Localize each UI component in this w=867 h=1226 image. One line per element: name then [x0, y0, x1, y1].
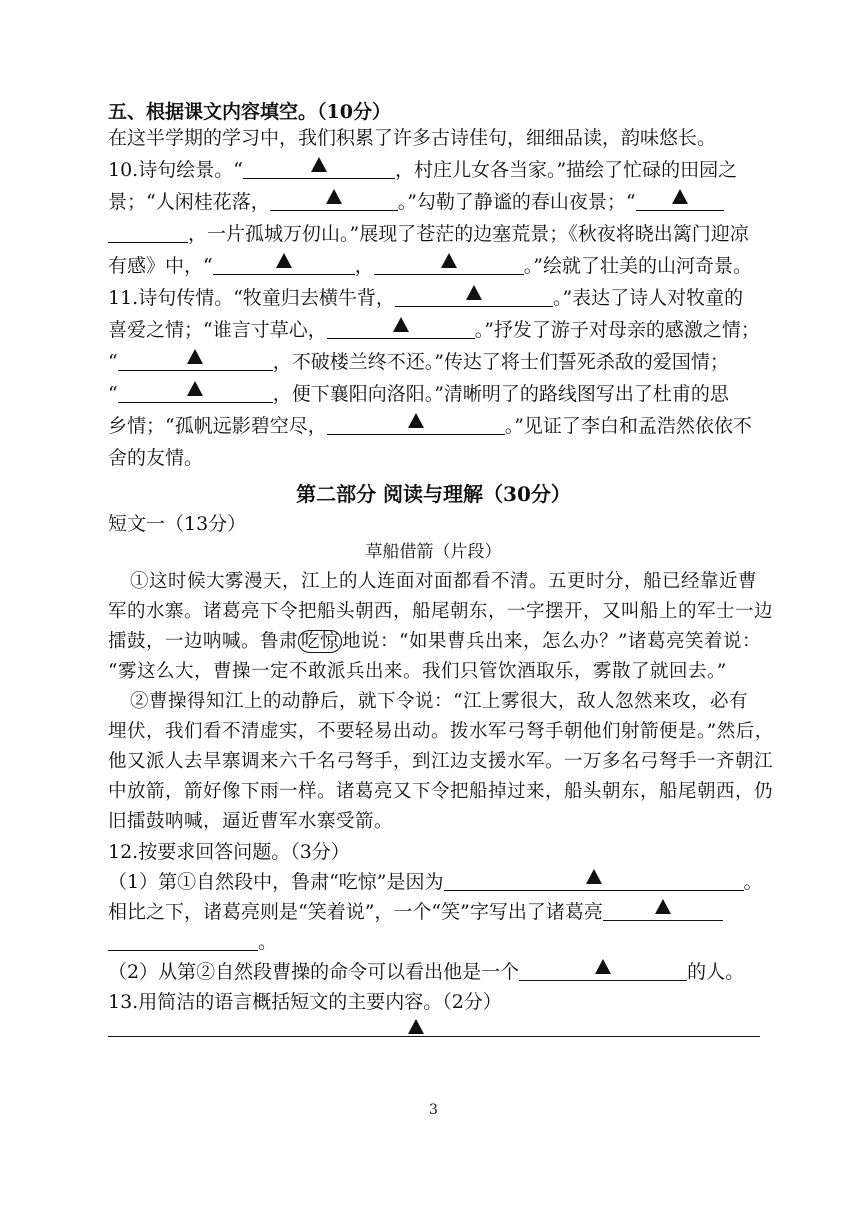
passage-line: ①这时候大雾漫天，江上的人连面对面都看不清。五更时分，船已经靠近曹 — [130, 571, 758, 592]
q10-text: 景；“人闲桂花落， — [108, 191, 270, 213]
section5-heading: 五、根据课文内容填空。（10分） — [108, 101, 391, 123]
q10-line2 — [108, 188, 763, 216]
passage-text: 地说：“如果曹兵出来，怎么办？”诸葛亮笑着说： — [342, 631, 761, 652]
q12-text: 。 — [258, 931, 278, 953]
q10-text: ，村庄儿女各当家。”描绘了忙碌的田园之 — [394, 159, 738, 181]
q11-text: “ — [108, 383, 118, 405]
triangle-icon — [655, 899, 671, 914]
answer-blank[interactable] — [270, 188, 398, 211]
triangle-icon — [441, 253, 457, 268]
circled-word: 吃惊 — [298, 630, 342, 653]
answer-blank[interactable] — [636, 188, 724, 211]
answer-blank[interactable] — [374, 252, 524, 275]
answer-blank[interactable] — [108, 928, 258, 951]
q10-line3 — [108, 220, 763, 248]
answer-blank[interactable] — [444, 868, 744, 891]
q11-line6: 舍的友情。 — [108, 447, 204, 469]
q11-text: ，便下襄阳向洛阳。”清晰明了的路线图写出了杜甫的思 — [272, 383, 729, 405]
answer-blank[interactable] — [108, 220, 188, 243]
passage-line: 中放箭，箭好像下雨一样。诸葛亮又下令把船掉过来，船头朝东，船尾朝西，仍 — [108, 781, 774, 802]
q12-stem: 12.按要求回答问题。（3分） — [108, 841, 350, 863]
q12-text: 的人。 — [687, 961, 745, 983]
q11-text: 。”表达了诗人对牧童的 — [552, 287, 744, 309]
page-number: 3 — [429, 1102, 438, 1118]
q12-text: （2）从第②自然段曹操的命令可以看出他是一个 — [108, 961, 520, 983]
passage-line: 埋伏，我们看不清虚实，不要轻易出动。拨水军弓弩手朝他们射箭便是。”然后， — [108, 721, 774, 742]
triangle-icon — [408, 413, 424, 428]
q12-text: 。 — [743, 871, 763, 893]
triangle-icon — [672, 189, 688, 204]
q10-text: ， — [354, 255, 374, 277]
triangle-icon — [595, 959, 611, 974]
triangle-icon — [326, 189, 342, 204]
triangle-icon — [408, 1019, 424, 1034]
triangle-icon — [276, 253, 292, 268]
q11-text: 乡情；“孤帆远影碧空尽， — [108, 415, 327, 437]
answer-blank[interactable] — [327, 412, 505, 435]
q11-line1 — [108, 284, 763, 312]
q10-text: 10.诗句绘景。“ — [108, 159, 243, 181]
q10-line1 — [108, 156, 763, 184]
passage-line: 旧擂鼓呐喊，逼近曹军水寨受箭。 — [108, 811, 394, 832]
section5-intro: 在这半学期的学习中，我们积累了许多古诗佳句，细细品读，韵味悠长。 — [108, 127, 717, 149]
triangle-icon — [393, 317, 409, 332]
q11-line2 — [108, 316, 763, 344]
answer-blank[interactable] — [243, 156, 395, 179]
q10-line4 — [108, 252, 763, 280]
q12-sub1-line1 — [108, 868, 763, 896]
q11-text: 。”抒发了游子对母亲的感激之情； — [474, 319, 760, 341]
q10-text: 。”勾勒了静谧的春山夜景；“ — [397, 191, 636, 213]
answer-blank[interactable] — [327, 316, 475, 339]
q11-line3 — [108, 348, 763, 376]
q11-text: “ — [108, 351, 118, 373]
q12-sub2 — [108, 958, 763, 986]
passage-line: “雾这么大，曹操一定不敢派兵出来。我们只管饮酒取乐，雾散了就回去。” — [108, 661, 727, 682]
q11-text: ，不破楼兰终不还。”传达了将士们誓死杀敌的爱国情； — [272, 351, 729, 373]
q10-text: ，一片孤城万仞山。”展现了苍茫的边塞荒景；《秋夜将晓出篱门迎凉 — [188, 223, 749, 245]
q13-stem: 13.用简洁的语言概括短文的主要内容。（2分） — [108, 991, 502, 1013]
q10-text: 有感》中，“ — [108, 255, 213, 277]
q11-text: 。”见证了李白和孟浩然依依不 — [504, 415, 752, 437]
passage-title: 草船借箭（片段） — [365, 542, 502, 562]
q12-sub1-line3 — [108, 928, 763, 956]
triangle-icon — [586, 869, 602, 884]
passage1-label: 短文一（13分） — [108, 513, 247, 535]
part2-title: 第二部分 阅读与理解（30分） — [296, 482, 571, 506]
q12-sub1-line2 — [108, 898, 763, 926]
q11-line4 — [108, 380, 763, 408]
triangle-icon — [311, 157, 327, 172]
q11-text: 11.诗句传情。“牧童归去横牛背， — [108, 287, 395, 309]
passage-line: 军的水寨。诸葛亮下令把船头朝西，船尾朝东，一字摆开，又叫船上的军士一边 — [108, 601, 774, 622]
answer-blank[interactable] — [213, 252, 355, 275]
triangle-icon — [187, 349, 203, 364]
q11-text: 喜爱之情；“谁言寸草心， — [108, 319, 327, 341]
q10-text: 。”绘就了壮美的山河奇景。 — [523, 255, 752, 277]
triangle-icon — [187, 381, 203, 396]
passage-text: 擂鼓，一边呐喊。鲁肃 — [108, 631, 299, 652]
answer-blank[interactable] — [118, 380, 273, 403]
q13-answer-line[interactable] — [108, 1036, 760, 1037]
passage-line: 他又派人去旱寨调来六千名弓弩手，到江边支援水军。一万多名弓弩手一齐朝江 — [108, 751, 774, 772]
q11-line5 — [108, 412, 763, 440]
answer-blank[interactable] — [395, 284, 553, 307]
q12-text: （1）第①自然段中，鲁肃“吃惊”是因为 — [108, 871, 444, 893]
answer-blank[interactable] — [519, 958, 687, 981]
answer-blank[interactable] — [118, 348, 273, 371]
triangle-icon — [466, 285, 482, 300]
passage-line: ②曹操得知江上的动静后，就下令说：“江上雾很大，敌人忽然来攻，必有 — [130, 691, 748, 712]
passage-line — [108, 628, 763, 656]
q12-text: 相比之下，诸葛亮则是“笑着说”，一个“笑”字写出了诸葛亮 — [108, 901, 603, 923]
answer-blank[interactable] — [603, 898, 723, 921]
